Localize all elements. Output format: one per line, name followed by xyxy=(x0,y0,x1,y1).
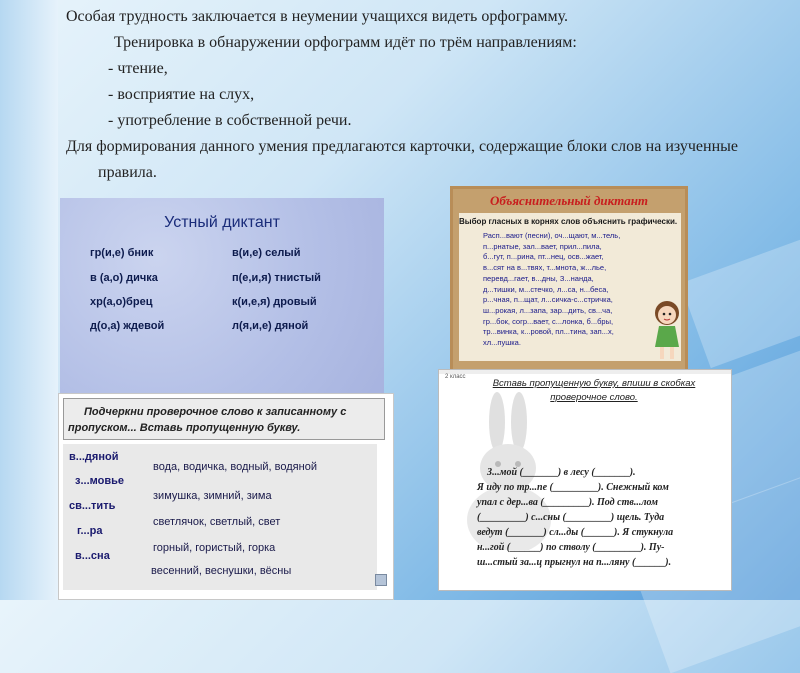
gap-word: св...тить xyxy=(69,500,116,512)
bullet-speech: - употребление в собственной речи. xyxy=(108,112,352,129)
gap-word: в...дяной xyxy=(69,451,119,463)
card-explain-title: Объяснительный диктант xyxy=(489,193,649,208)
explain-line: в...сят на в...твях, т...мнота, ж...лье, xyxy=(483,263,607,273)
card-underline-header-line1: Подчеркни проверочное слово к записанному с xyxy=(84,406,347,418)
girl-illustration xyxy=(649,299,685,361)
card-insert-text xyxy=(477,465,727,570)
insert-line: ведут (_______) сл...ды (______). Я стукнула xyxy=(477,527,674,538)
explain-line: б...гут, п...рина, пт...нец, осв...жает, xyxy=(483,252,604,262)
check-words: светлячок, светлый, свет xyxy=(153,516,281,528)
oral-word: гр(и,е) бник xyxy=(90,247,154,259)
insert-line: З...мой (_______) в лесу (_______). xyxy=(487,467,636,478)
card-explain-subtitle: Выбор гласных в корнях слов объяснить графически. xyxy=(459,217,678,226)
oral-word: л(я,и,е) дяной xyxy=(232,320,309,332)
explain-line: Расп...вают (песни), оч...щают, м...тель, xyxy=(483,231,621,240)
insert-line: н...гой (______) по стволу (_________). Пу- xyxy=(477,542,665,553)
oral-word: д(о,а) ждевой xyxy=(90,320,165,332)
check-words: горный, гористый, горка xyxy=(153,542,276,554)
explain-line: гр...бок, согр...вает, с...лонка, б...бры, xyxy=(483,316,614,326)
card-insert-title-line1: Вставь пропущенную букву, впиши в скобках xyxy=(492,378,696,389)
bullet-listening: - восприятие на слух, xyxy=(108,86,255,103)
insert-line: ш...стый за...ц прыгнул на п...ляну (______). xyxy=(477,557,672,568)
corner-icon xyxy=(375,574,387,586)
explain-line: д...тишки, м...стечко, л...са, н...беса, xyxy=(483,284,609,294)
intro-line3: Для формирования данного умения предлагаются карточки, содержащие блоки слов на изученные правила. xyxy=(66,138,738,181)
oral-word: хр(а,о)брец xyxy=(90,296,153,308)
oral-word: п(е,и,я) тнистый xyxy=(232,272,321,284)
check-words: зимушка, зимний, зима xyxy=(153,490,272,502)
oral-word: к(и,е,я) дровый xyxy=(232,296,317,308)
intro-line2: Тренировка в обнаружении орфограмм идёт по трём направлениям: xyxy=(114,34,577,51)
left-decor-strip xyxy=(0,0,58,600)
intro-line1: Особая трудность заключается в неумении учащихся видеть орфограмму. xyxy=(66,8,569,25)
explain-line: тр...винка, к...ровой, пл...тина, зап...х, xyxy=(483,327,614,337)
card-insert-title-line2: проверочное слово. xyxy=(550,392,638,403)
card-underline-header-line2: пропуском... Вставь пропущенную букву. xyxy=(68,422,301,434)
oral-word: в (а,о) дичка xyxy=(90,272,158,284)
oral-word: в(и,е) селый xyxy=(232,247,301,259)
explain-line: ш...рокая, л...запа, зар...дить, св...ча, xyxy=(483,305,613,315)
card-explain-list xyxy=(483,231,667,349)
card-underline-check-word xyxy=(58,393,394,600)
check-words: весенний, веснушки, вёсны xyxy=(151,565,292,577)
insert-line: (_________) с...сны (_________) щель. Туда xyxy=(477,512,665,523)
background-facet xyxy=(680,222,800,368)
grade-label: 2 класс xyxy=(445,374,466,380)
explain-line: р...чная, п...щат, л...сичка-с...стричка, xyxy=(483,295,613,305)
card-insert-topbar xyxy=(439,370,731,374)
explain-line: п...рнатые, зал...вает, прил...пила, xyxy=(483,241,602,251)
card-explanatory-dictation xyxy=(450,186,688,372)
bullet-reading: - чтение, xyxy=(108,60,168,77)
insert-line: упал с дер...ва (_________). Под ств...лом xyxy=(477,497,658,508)
gap-word: з...мовье xyxy=(75,475,124,487)
card-underline-header xyxy=(63,398,385,440)
insert-line: Я иду по тр...пе (_________). Снежный ком xyxy=(477,482,669,493)
card-insert-letter xyxy=(438,369,732,591)
gap-word: г...ра xyxy=(77,525,103,537)
check-words: вода, водичка, водный, водяной xyxy=(153,461,317,473)
explain-line: перевд...гает, в...дны, З...нанда, xyxy=(483,273,594,283)
card-oral-dictation xyxy=(60,198,384,394)
card-oral-title: Устный диктант xyxy=(164,214,280,231)
gap-word: в...сна xyxy=(75,550,110,562)
explain-line: хл...пушка. xyxy=(483,338,521,348)
intro-text xyxy=(66,4,786,186)
